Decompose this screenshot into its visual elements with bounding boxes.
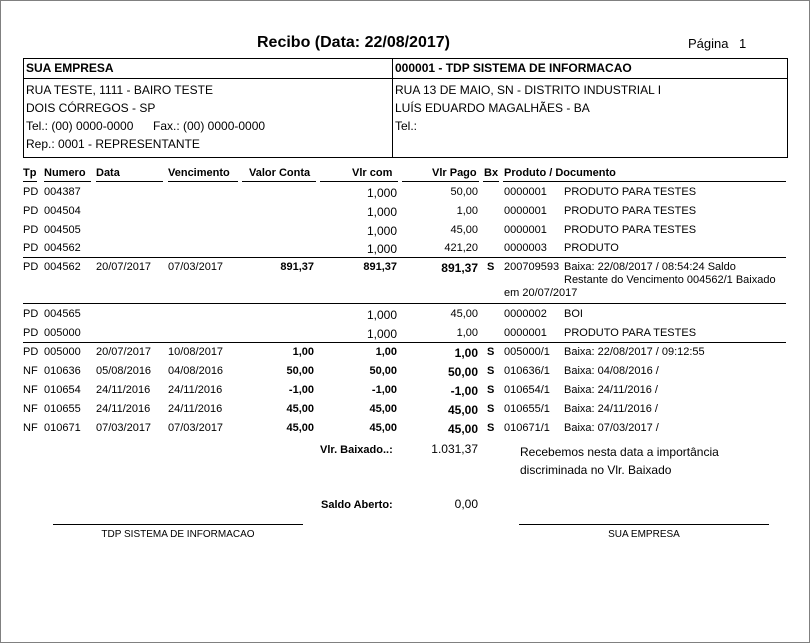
client-name: 000001 - TDP SISTEMA DE INFORMACAO xyxy=(395,61,632,75)
cell-produto-codigo: 010655/1 xyxy=(504,403,550,415)
cell-numero: 004387 xyxy=(44,186,81,198)
cell-vlr-com: -1,00 xyxy=(371,384,397,396)
cell-vencimento: 07/03/2017 xyxy=(168,422,224,434)
cell-bx: S xyxy=(487,365,495,377)
cell-numero: 010671 xyxy=(44,422,81,434)
col-header-tp: Tp xyxy=(23,167,37,179)
cell-tp: PD xyxy=(23,261,39,273)
cell-vlr-pago: 421,20 xyxy=(444,242,478,254)
cell-produto-descricao: Baixa: 24/11/2016 / xyxy=(564,403,658,415)
company-name: SUA EMPRESA xyxy=(26,61,114,75)
cell-vlr-com: 1,000 xyxy=(366,327,397,341)
cell-produto-descricao: PRODUTO PARA TESTES xyxy=(564,205,697,217)
row-separator xyxy=(23,303,786,304)
cell-tp: NF xyxy=(23,403,38,415)
col-header-bx: Bx xyxy=(484,167,499,179)
cell-data: 20/07/2017 xyxy=(96,346,152,358)
cell-vencimento: 24/11/2016 xyxy=(168,403,223,415)
cell-valor-conta: 891,37 xyxy=(280,261,314,273)
cell-produto-codigo: 010671/1 xyxy=(504,422,550,434)
cell-produto-codigo: 005000/1 xyxy=(504,346,550,358)
cell-vlr-com: 45,00 xyxy=(369,403,397,415)
table-row xyxy=(1,346,809,364)
cell-vlr-pago: 1,00 xyxy=(456,327,478,339)
cell-tp: PD xyxy=(23,242,39,254)
header-underline xyxy=(23,181,37,182)
receipt-message-line2: discriminada no Vlr. Baixado xyxy=(520,463,672,477)
cell-produto-codigo: 0000001 xyxy=(504,205,547,217)
receipt-title: Recibo (Data: 22/08/2017) xyxy=(257,34,450,51)
cell-produto-codigo: 010636/1 xyxy=(504,365,550,377)
cell-tp: NF xyxy=(23,365,38,377)
client-divider xyxy=(393,78,787,79)
cell-vlr-pago: 50,00 xyxy=(450,186,478,198)
cell-valor-conta: 45,00 xyxy=(286,422,314,434)
cell-produto-descricao: Baixa: 22/08/2017 / 08:54:24 Saldo xyxy=(564,261,736,273)
cell-produto-codigo: 0000001 xyxy=(504,186,547,198)
cell-tp: NF xyxy=(23,384,38,396)
cell-vlr-pago: -1,00 xyxy=(450,384,478,398)
cell-vencimento: 10/08/2017 xyxy=(168,346,224,358)
cell-vlr-pago: 45,00 xyxy=(447,422,478,436)
signature-line-right xyxy=(519,524,769,525)
signature-name-right: SUA EMPRESA xyxy=(608,529,680,540)
cell-vencimento: 04/08/2016 xyxy=(168,365,224,377)
header-underline xyxy=(242,181,316,182)
cell-produto-descricao-cont: em 20/07/2017 xyxy=(504,287,578,299)
cell-vlr-com: 1,000 xyxy=(366,308,397,322)
cell-vlr-com: 1,000 xyxy=(366,242,397,256)
row-separator xyxy=(23,342,786,343)
cell-tp: PD xyxy=(23,224,39,236)
cell-tp: PD xyxy=(23,308,39,320)
cell-bx: S xyxy=(487,261,495,273)
cell-valor-conta: 45,00 xyxy=(286,403,314,415)
signature-name-left: TDP SISTEMA DE INFORMACAO xyxy=(101,529,255,540)
cell-data: 24/11/2016 xyxy=(96,384,151,396)
header-underline xyxy=(503,181,786,182)
header-underline xyxy=(96,181,163,182)
cell-numero: 004565 xyxy=(44,308,81,320)
cell-numero: 004504 xyxy=(44,205,81,217)
cell-produto-codigo: 010654/1 xyxy=(504,384,550,396)
cell-data: 20/07/2017 xyxy=(96,261,152,273)
company-box xyxy=(23,58,393,158)
saldo-value: 0,00 xyxy=(454,497,478,511)
cell-produto-codigo: 0000001 xyxy=(504,224,547,236)
company-city: DOIS CÓRREGOS - SP xyxy=(26,101,156,115)
cell-valor-conta: -1,00 xyxy=(288,384,314,396)
cell-data: 07/03/2017 xyxy=(96,422,152,434)
table-row xyxy=(1,261,809,299)
cell-vlr-pago: 1,00 xyxy=(456,205,478,217)
cell-vlr-pago: 45,00 xyxy=(447,403,478,417)
cell-produto-codigo: 0000001 xyxy=(504,327,547,339)
table-row xyxy=(1,422,809,440)
cell-data: 24/11/2016 xyxy=(96,403,151,415)
col-header-valor-conta: Valor Conta xyxy=(249,167,311,179)
cell-tp: PD xyxy=(23,205,39,217)
cell-numero: 004562 xyxy=(44,261,81,273)
cell-vlr-pago: 891,37 xyxy=(441,261,478,275)
baixado-label: Vlr. Baixado..: xyxy=(320,444,393,456)
col-header-vlr-pago: Vlr Pago xyxy=(432,167,477,179)
client-box xyxy=(392,58,788,158)
cell-numero: 005000 xyxy=(44,327,81,339)
col-header-numero: Numero xyxy=(44,167,86,179)
table-row xyxy=(1,365,809,383)
saldo-label: Saldo Aberto: xyxy=(321,499,393,511)
cell-produto-codigo: 0000003 xyxy=(504,242,547,254)
cell-produto-descricao: BOI xyxy=(564,308,583,320)
company-phone: Tel.: (00) 0000-0000 xyxy=(26,119,134,133)
baixado-value: 1.031,37 xyxy=(431,442,478,456)
cell-valor-conta: 1,00 xyxy=(292,346,314,358)
cell-valor-conta: 50,00 xyxy=(286,365,314,377)
cell-vlr-com: 1,00 xyxy=(375,346,397,358)
table-row xyxy=(1,186,809,204)
cell-numero: 004562 xyxy=(44,242,81,254)
company-fax: Fax.: (00) 0000-0000 xyxy=(153,119,266,133)
cell-vlr-com: 1,000 xyxy=(366,205,397,219)
cell-bx: S xyxy=(487,422,495,434)
header-underline xyxy=(483,181,499,182)
cell-produto-descricao: PRODUTO PARA TESTES xyxy=(564,186,697,198)
cell-produto-descricao: PRODUTO PARA TESTES xyxy=(564,327,697,339)
cell-vlr-com: 1,000 xyxy=(366,224,397,238)
cell-numero: 010636 xyxy=(44,365,81,377)
cell-vencimento: 07/03/2017 xyxy=(168,261,224,273)
cell-data: 05/08/2016 xyxy=(96,365,152,377)
cell-vlr-com: 1,000 xyxy=(366,186,397,200)
col-header-vencimento: Vencimento xyxy=(168,167,230,179)
cell-vlr-com: 891,37 xyxy=(363,261,397,273)
table-row xyxy=(1,308,809,326)
page-number: 1 xyxy=(739,36,747,51)
cell-tp: PD xyxy=(23,327,39,339)
header-underline xyxy=(168,181,238,182)
company-rep: Rep.: 0001 - REPRESENTANTE xyxy=(26,137,200,151)
header-underline xyxy=(320,181,398,182)
client-city: LUÍS EDUARDO MAGALHÃES - BA xyxy=(395,101,590,115)
cell-numero: 010655 xyxy=(44,403,81,415)
company-address: RUA TESTE, 1111 - BAIRO TESTE xyxy=(26,83,213,97)
cell-vlr-com: 45,00 xyxy=(369,422,397,434)
cell-tp: NF xyxy=(23,422,38,434)
cell-produto-descricao: PRODUTO xyxy=(564,242,619,254)
cell-produto-descricao: Baixa: 24/11/2016 / xyxy=(564,384,658,396)
cell-numero: 010654 xyxy=(44,384,81,396)
company-divider xyxy=(24,78,392,79)
col-header-produto: Produto / Documento xyxy=(504,167,616,179)
cell-vlr-pago: 50,00 xyxy=(447,365,478,379)
header-underline xyxy=(402,181,479,182)
cell-produto-descricao: PRODUTO PARA TESTES xyxy=(564,224,697,236)
cell-vlr-pago: 1,00 xyxy=(454,346,478,360)
cell-tp: PD xyxy=(23,186,39,198)
cell-vlr-pago: 45,00 xyxy=(450,308,478,320)
cell-produto-descricao: Baixa: 04/08/2016 / xyxy=(564,365,659,377)
cell-numero: 005000 xyxy=(44,346,81,358)
cell-numero: 004505 xyxy=(44,224,81,236)
client-phone: Tel.: xyxy=(395,119,418,133)
signature-line-left xyxy=(53,524,303,525)
page-label: Página xyxy=(688,36,729,51)
cell-bx: S xyxy=(487,384,495,396)
table-row xyxy=(1,205,809,223)
col-header-data: Data xyxy=(96,167,120,179)
row-separator xyxy=(23,257,786,258)
table-row xyxy=(1,384,809,402)
cell-vlr-pago: 45,00 xyxy=(450,224,478,236)
cell-produto-descricao-cont: Restante do Vencimento 004562/1 Baixado xyxy=(564,274,776,286)
cell-produto-codigo: 0000002 xyxy=(504,308,547,320)
cell-produto-codigo: 200709593 xyxy=(504,261,560,273)
table-row xyxy=(1,403,809,421)
cell-bx: S xyxy=(487,346,495,358)
client-address: RUA 13 DE MAIO, SN - DISTRITO INDUSTRIAL I xyxy=(395,83,662,97)
receipt-message-line1: Recebemos nesta data a importância xyxy=(520,445,719,459)
col-header-vlr-com: Vlr com xyxy=(352,167,393,179)
cell-vlr-com: 50,00 xyxy=(369,365,397,377)
cell-vencimento: 24/11/2016 xyxy=(168,384,223,396)
cell-produto-descricao: Baixa: 22/08/2017 / 09:12:55 xyxy=(564,346,705,358)
cell-bx: S xyxy=(487,403,495,415)
cell-produto-descricao: Baixa: 07/03/2017 / xyxy=(564,422,659,434)
header-underline xyxy=(44,181,91,182)
cell-tp: PD xyxy=(23,346,39,358)
table-row xyxy=(1,224,809,242)
